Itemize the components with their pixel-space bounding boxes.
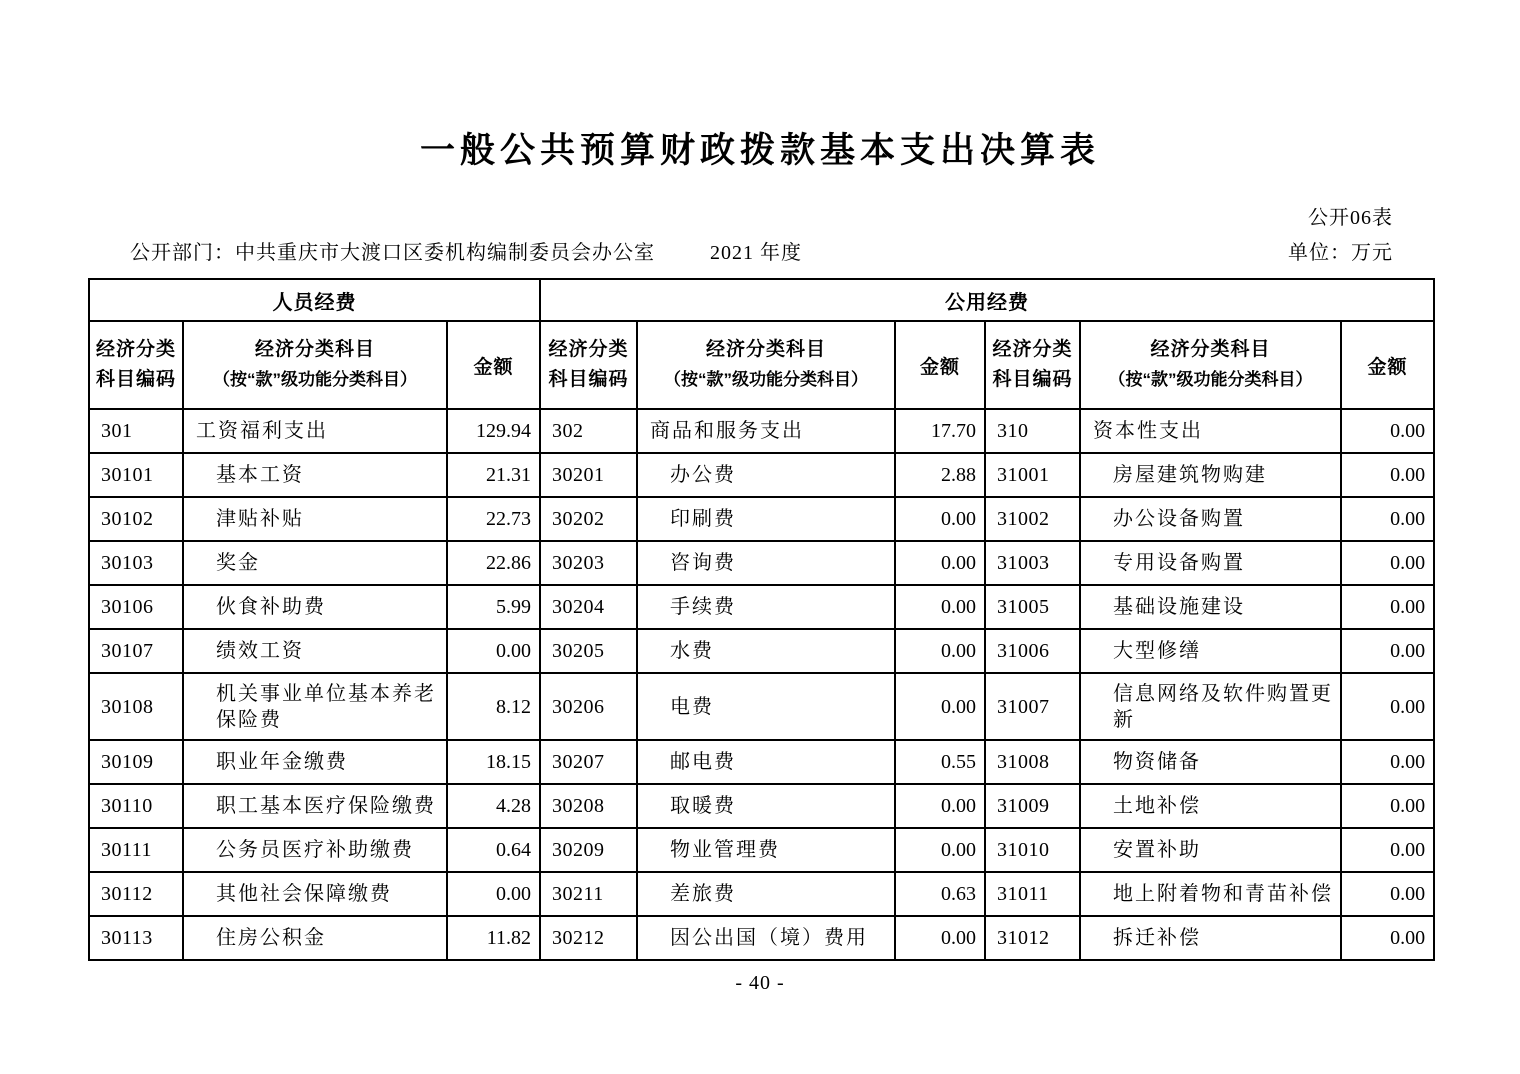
table-row xyxy=(89,629,1434,673)
amount-cell: 0.00 xyxy=(1341,673,1434,740)
code-cell: 310 xyxy=(985,409,1080,453)
amount-cell: 17.70 xyxy=(895,409,985,453)
col-header-code-line2: 科目编码 xyxy=(95,369,176,390)
amount-cell: 0.00 xyxy=(895,784,985,828)
subject-cell: 基本工资 xyxy=(183,453,447,497)
subject-cell: 地上附着物和青苗补偿 xyxy=(1080,872,1341,916)
code-cell: 30103 xyxy=(89,541,183,585)
group-header-public: 公用经费 xyxy=(540,279,1434,321)
subject-cell: 因公出国（境）费用 xyxy=(637,916,895,960)
subject-cell: 咨询费 xyxy=(637,541,895,585)
code-cell: 301 xyxy=(89,409,183,453)
code-cell: 30212 xyxy=(540,916,637,960)
year-label: 2021 年度 xyxy=(710,242,802,264)
subject-cell: 绩效工资 xyxy=(183,629,447,673)
amount-cell: 0.00 xyxy=(1341,828,1434,872)
code-cell: 30101 xyxy=(89,453,183,497)
department-label: 公开部门：中共重庆市大渡口区委机构编制委员会办公室 xyxy=(130,242,655,264)
amount-cell: 0.00 xyxy=(895,629,985,673)
amount-cell: 0.00 xyxy=(447,872,540,916)
col-header-subject-line2: （按“款”级功能分类科目） xyxy=(1108,370,1313,389)
col-header-code-line1: 经济分类 xyxy=(95,339,176,360)
amount-cell: 0.00 xyxy=(895,828,985,872)
code-cell: 30208 xyxy=(540,784,637,828)
table-row xyxy=(89,585,1434,629)
subject-cell: 职工基本医疗保险缴费 xyxy=(183,784,447,828)
unit-label: 单位：万元 xyxy=(1288,242,1393,264)
code-cell: 30112 xyxy=(89,872,183,916)
code-cell: 30202 xyxy=(540,497,637,541)
col-header-code xyxy=(985,321,1080,409)
subject-cell: 办公设备购置 xyxy=(1080,497,1341,541)
amount-cell: 0.55 xyxy=(895,740,985,784)
column-header-row xyxy=(89,321,1434,409)
amount-cell: 8.12 xyxy=(447,673,540,740)
code-cell: 30109 xyxy=(89,740,183,784)
amount-cell: 0.00 xyxy=(1341,740,1434,784)
code-cell: 31006 xyxy=(985,629,1080,673)
page-number: - 40 - xyxy=(735,972,785,994)
subject-cell: 土地补偿 xyxy=(1080,784,1341,828)
code-cell: 30207 xyxy=(540,740,637,784)
table-row xyxy=(89,872,1434,916)
subject-cell: 差旅费 xyxy=(637,872,895,916)
amount-cell: 0.00 xyxy=(447,629,540,673)
subject-cell: 物资储备 xyxy=(1080,740,1341,784)
amount-cell: 0.00 xyxy=(1341,916,1434,960)
subject-cell: 房屋建筑物购建 xyxy=(1080,453,1341,497)
code-cell: 30102 xyxy=(89,497,183,541)
col-header-code-line2: 科目编码 xyxy=(992,369,1073,390)
table-row xyxy=(89,541,1434,585)
amount-cell: 5.99 xyxy=(447,585,540,629)
code-cell: 30203 xyxy=(540,541,637,585)
table-row xyxy=(89,740,1434,784)
subject-cell: 奖金 xyxy=(183,541,447,585)
col-header-code-line1: 经济分类 xyxy=(548,339,629,360)
code-cell: 31002 xyxy=(985,497,1080,541)
code-cell: 31005 xyxy=(985,585,1080,629)
amount-cell: 0.00 xyxy=(895,673,985,740)
code-cell: 31001 xyxy=(985,453,1080,497)
amount-cell: 0.00 xyxy=(1341,872,1434,916)
subject-cell: 物业管理费 xyxy=(637,828,895,872)
amount-cell: 0.00 xyxy=(895,585,985,629)
code-cell: 31010 xyxy=(985,828,1080,872)
table-row xyxy=(89,409,1434,453)
code-cell: 30201 xyxy=(540,453,637,497)
col-header-code xyxy=(89,321,183,409)
subject-cell: 工资福利支出 xyxy=(183,409,447,453)
table-row xyxy=(89,673,1434,740)
col-header-subject-line2: （按“款”级功能分类科目） xyxy=(664,370,869,389)
col-header-subject xyxy=(637,321,895,409)
code-cell: 31011 xyxy=(985,872,1080,916)
subject-cell: 商品和服务支出 xyxy=(637,409,895,453)
amount-cell: 0.00 xyxy=(1341,497,1434,541)
amount-cell: 0.00 xyxy=(895,916,985,960)
subject-cell: 大型修缮 xyxy=(1080,629,1341,673)
col-header-subject xyxy=(1080,321,1341,409)
amount-cell: 0.00 xyxy=(1341,541,1434,585)
group-header-row xyxy=(89,279,1434,321)
subject-cell: 取暖费 xyxy=(637,784,895,828)
subject-cell: 邮电费 xyxy=(637,740,895,784)
code-cell: 30206 xyxy=(540,673,637,740)
code-cell: 31008 xyxy=(985,740,1080,784)
budget-table xyxy=(88,278,1435,961)
page-title: 一般公共预算财政拨款基本支出决算表 xyxy=(419,131,1100,170)
subject-cell: 安置补助 xyxy=(1080,828,1341,872)
amount-cell: 0.00 xyxy=(1341,629,1434,673)
amount-cell: 0.00 xyxy=(895,497,985,541)
subject-cell: 手续费 xyxy=(637,585,895,629)
subject-cell: 其他社会保障缴费 xyxy=(183,872,447,916)
amount-cell: 0.00 xyxy=(895,541,985,585)
code-cell: 30113 xyxy=(89,916,183,960)
amount-cell: 22.73 xyxy=(447,497,540,541)
table-row xyxy=(89,784,1434,828)
col-header-amount: 金额 xyxy=(895,321,985,409)
subject-cell: 水费 xyxy=(637,629,895,673)
subject-cell: 津贴补贴 xyxy=(183,497,447,541)
code-cell: 31007 xyxy=(985,673,1080,740)
code-cell: 30204 xyxy=(540,585,637,629)
subject-cell: 印刷费 xyxy=(637,497,895,541)
col-header-amount: 金额 xyxy=(447,321,540,409)
amount-cell: 0.00 xyxy=(1341,585,1434,629)
form-code-label: 公开06表 xyxy=(1308,207,1393,229)
subject-cell: 资本性支出 xyxy=(1080,409,1341,453)
amount-cell: 4.28 xyxy=(447,784,540,828)
amount-cell: 11.82 xyxy=(447,916,540,960)
code-cell: 302 xyxy=(540,409,637,453)
amount-cell: 21.31 xyxy=(447,453,540,497)
code-cell: 31003 xyxy=(985,541,1080,585)
code-cell: 30106 xyxy=(89,585,183,629)
subject-cell: 职业年金缴费 xyxy=(183,740,447,784)
subject-cell: 住房公积金 xyxy=(183,916,447,960)
code-cell: 30110 xyxy=(89,784,183,828)
code-cell: 30111 xyxy=(89,828,183,872)
amount-cell: 0.00 xyxy=(1341,784,1434,828)
code-cell: 30107 xyxy=(89,629,183,673)
amount-cell: 18.15 xyxy=(447,740,540,784)
code-cell: 30209 xyxy=(540,828,637,872)
code-cell: 30205 xyxy=(540,629,637,673)
code-cell: 31009 xyxy=(985,784,1080,828)
col-header-code xyxy=(540,321,637,409)
meta-line xyxy=(130,236,1393,265)
amount-cell: 2.88 xyxy=(895,453,985,497)
subject-cell: 拆迁补偿 xyxy=(1080,916,1341,960)
subject-cell: 电费 xyxy=(637,673,895,740)
col-header-subject xyxy=(183,321,447,409)
table-row xyxy=(89,828,1434,872)
subject-cell: 公务员医疗补助缴费 xyxy=(183,828,447,872)
group-header-personnel: 人员经费 xyxy=(89,279,540,321)
amount-cell: 0.64 xyxy=(447,828,540,872)
subject-cell: 机关事业单位基本养老保险费 xyxy=(183,673,447,740)
col-header-subject-line1: 经济分类科目 xyxy=(254,339,375,360)
code-cell: 31012 xyxy=(985,916,1080,960)
col-header-code-line1: 经济分类 xyxy=(992,339,1073,360)
subject-cell: 基础设施建设 xyxy=(1080,585,1341,629)
subject-cell: 办公费 xyxy=(637,453,895,497)
table-row xyxy=(89,497,1434,541)
col-header-amount: 金额 xyxy=(1341,321,1434,409)
table-body xyxy=(89,409,1434,960)
amount-cell: 129.94 xyxy=(447,409,540,453)
col-header-code-line2: 科目编码 xyxy=(548,369,629,390)
subject-cell: 信息网络及软件购置更新 xyxy=(1080,673,1341,740)
code-cell: 30108 xyxy=(89,673,183,740)
col-header-subject-line2: （按“款”级功能分类科目） xyxy=(213,370,417,389)
code-cell: 30211 xyxy=(540,872,637,916)
subject-cell: 伙食补助费 xyxy=(183,585,447,629)
col-header-subject-line1: 经济分类科目 xyxy=(706,339,827,360)
amount-cell: 0.63 xyxy=(895,872,985,916)
col-header-subject-line1: 经济分类科目 xyxy=(1150,339,1271,360)
amount-cell: 0.00 xyxy=(1341,453,1434,497)
table-row xyxy=(89,916,1434,960)
amount-cell: 22.86 xyxy=(447,541,540,585)
table-row xyxy=(89,453,1434,497)
amount-cell: 0.00 xyxy=(1341,409,1434,453)
subject-cell: 专用设备购置 xyxy=(1080,541,1341,585)
